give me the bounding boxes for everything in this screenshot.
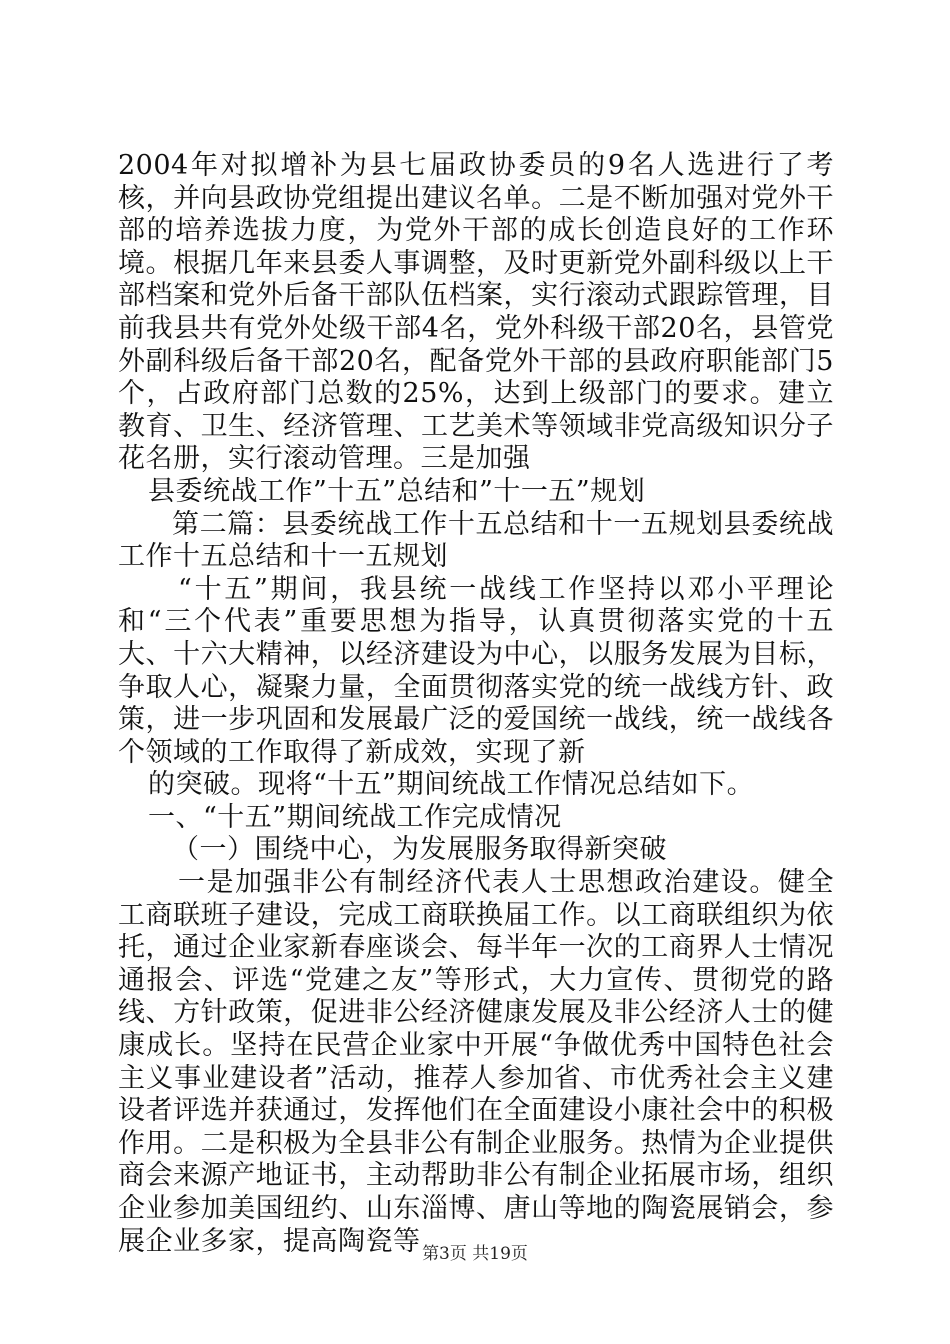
page-number: 第3页 共19页 [422,1244,528,1264]
body-paragraph: 一是加强非公有制经济代表人士思想政治建设。健全工商联班子建设，完成工商联换届工作。以工商联组织为依托，通过企业家新春座谈会、每半年一次的工商界人士情况通报会、评选“党建之友”等形式，大力宣传、贯彻党的路线、方针政策，促进非公经济健康发展及非公经济人士的健康成长。坚持在民营企业家中开展“争做优秀中国特色社会主义事业建设者”活动，推荐人参加省、市优秀社会主义建设者评选并获通过，发挥他们在全面建设小康社会中的积极作用。二是积极为全县非公有制企业服务。热情为企业提供商会来源产地证书，主动帮助非公有制企业拓展市场，组织企业参加美国纽约、山东淄博、唐山等地的陶瓷展销会，参展企业多家，提高陶瓷等 [118,867,834,1257]
body-paragraph: 2004年对拟增补为县七届政协委员的9名人选进行了考核，并向县政协党组提出建议名单。二是不断加强对党外干部的培养选拔力度，为党外干部的成长创造良好的工作环境。根据几年来县委人事调整，及时更新党外副科级以上干部档案和党外后备干部队伍档案，实行滚动式跟踪管理，目前我县共有党外处级干部4名，党外科级干部20名，县管党外副科级后备干部20名，配备党外干部的县政府职能部门5个，占政府部门总数的25%，达到上级部门的要求。建立教育、卫生、经济管理、工艺美术等领域非党高级知识分子花名册，实行滚动管理。三是加强 [118,150,834,475]
body-paragraph: 的突破。现将“十五”期间统战工作情况总结如下。 [148,769,755,801]
document-title: 县委统战工作”十五”总结和”十一五”规划 [148,475,646,507]
section-heading: 第二篇：县委统战工作十五总结和十一五规划县委统战工作十五总结和十一五规划 [118,508,834,573]
section-heading: 一、“十五”期间统战工作完成情况 [148,801,562,833]
document-body [118,150,834,1258]
body-paragraph: “十五”期间，我县统一战线工作坚持以邓小平理论和“三个代表”重要思想为指导，认真贯彻落实党的十五大、十六大精神，以经济建设为中心，以服务发展为目标，争取人心，凝聚力量，全面贯彻落实党的统一战线方针、政策，进一步巩固和发展最广泛的爱国统一战线，统一战线各个领域的工作取得了新成效，实现了新 [118,573,834,768]
subsection-heading: （一）围绕中心，为发展服务取得新突破 [172,834,667,866]
